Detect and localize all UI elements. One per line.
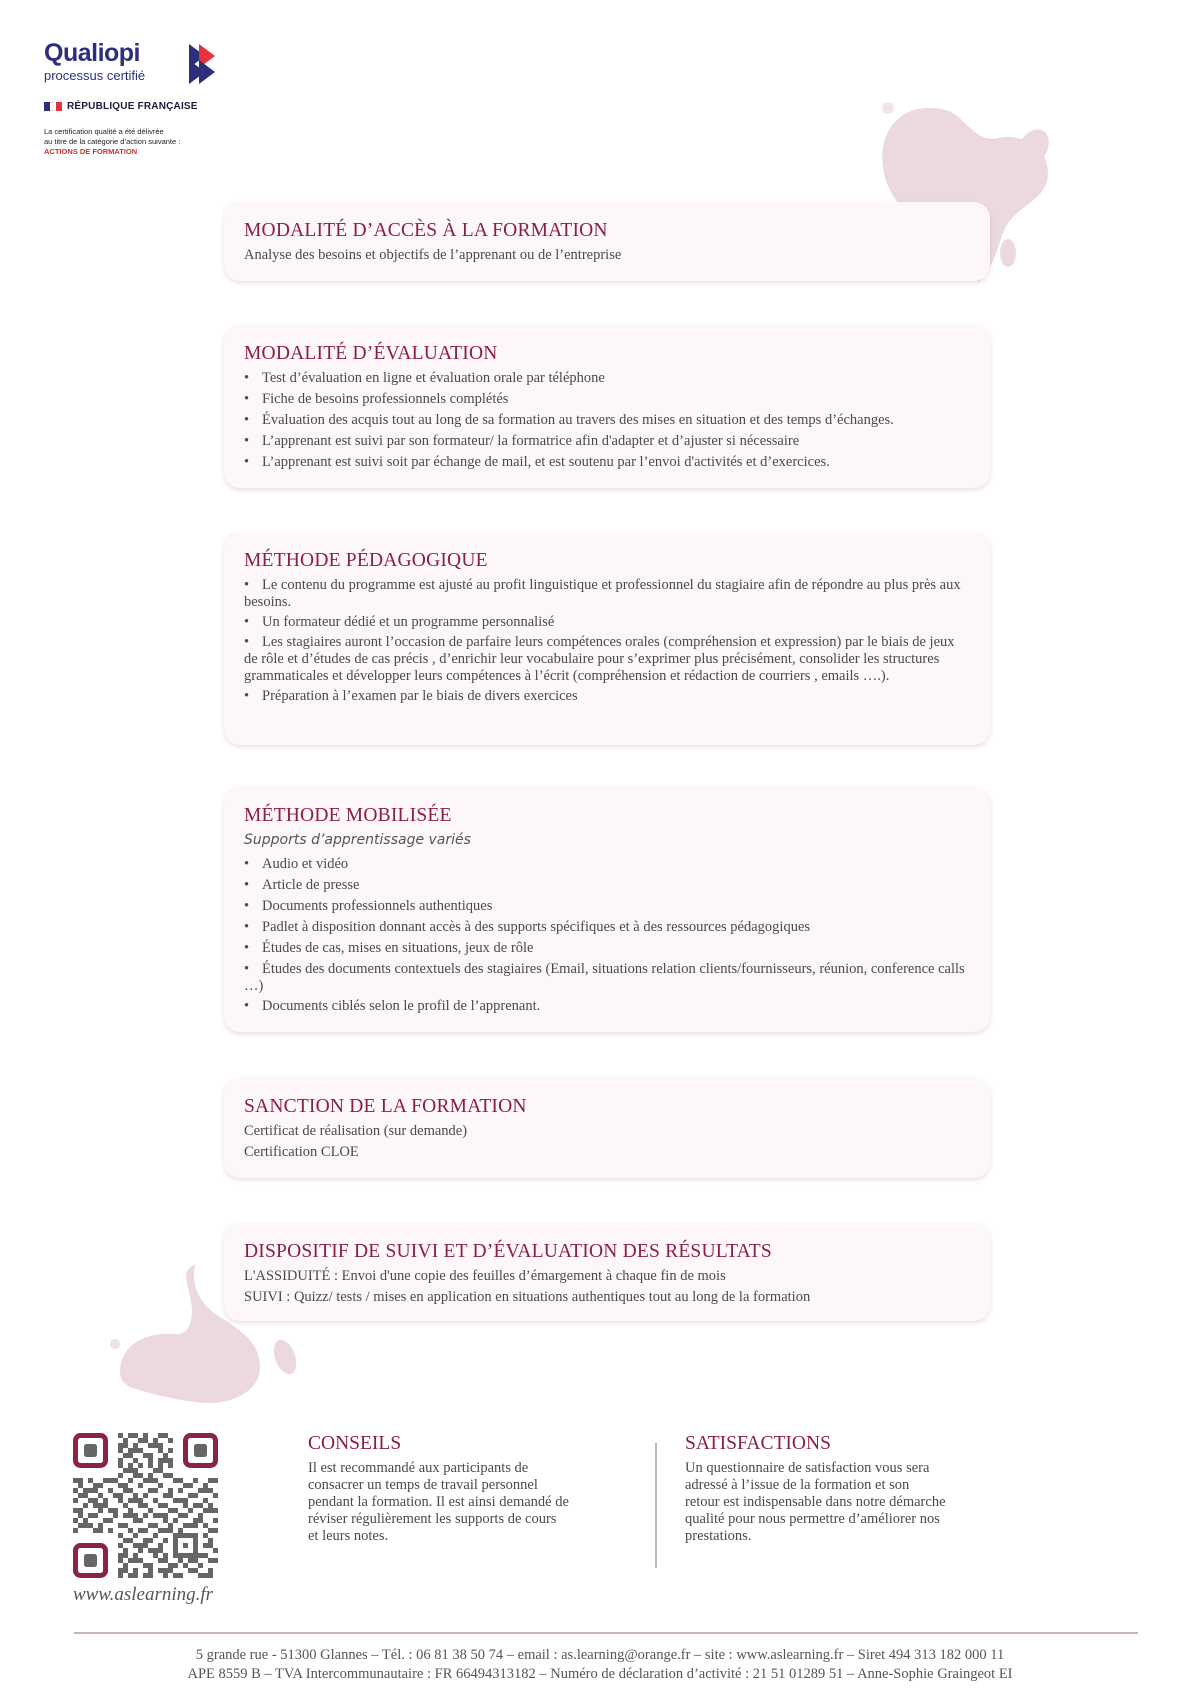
- card-pedagogique: [224, 532, 990, 745]
- cert-category: ACTIONS DE FORMATION: [44, 147, 138, 156]
- qualiopi-subtitle: processus certifié: [44, 68, 146, 83]
- card-suivi-title: DISPOSITIF DE SUIVI ET D’ÉVALUATION DES RÉSULTATS: [244, 1241, 772, 1262]
- french-flag-icon: [44, 102, 62, 111]
- satisfactions-line: adressé à l’issue de la formation et son: [685, 1477, 910, 1493]
- card-pedagogique-title: MÉTHODE PÉDAGOGIQUE: [244, 550, 488, 571]
- card-mobilisee: [224, 787, 990, 1032]
- qr-code-icon[interactable]: [73, 1433, 218, 1578]
- satisfactions-line: qualité pour nous permettre d’améliorer nos: [685, 1511, 940, 1527]
- satisfactions-block: [685, 1433, 1005, 1545]
- list-item: • Évaluation des acquis tout au long de sa formation au travers des mises en situation et des temps d’échanges.: [244, 412, 894, 428]
- list-item: • Documents ciblés selon le profil de l’apprenant.: [244, 998, 541, 1014]
- conseils-line: et leurs notes.: [308, 1528, 389, 1544]
- conseils-line: Il est recommandé aux participants de: [308, 1460, 529, 1476]
- list-item: • Audio et vidéo: [244, 856, 349, 872]
- card-sanction-line2: Certification CLOE: [244, 1144, 359, 1160]
- card-mobilisee-title: MÉTHODE MOBILISÉE: [244, 805, 452, 826]
- certification-note: [44, 127, 234, 157]
- qualiopi-logo: [44, 40, 234, 84]
- list-item: • Fiche de besoins professionnels complétés: [244, 391, 509, 407]
- card-evaluation-title: MODALITÉ D’ÉVALUATION: [244, 343, 498, 364]
- list-item: • Études de cas, mises en situations, jeux de rôle: [244, 940, 534, 956]
- list-item: • Documents professionnels authentiques: [244, 898, 493, 914]
- conseils-line: pendant la formation. Il est ainsi demandé de: [308, 1494, 569, 1510]
- cert-line-1: La certification qualité a été délivrée: [44, 127, 164, 136]
- list-item: • Études des documents contextuels des stagiaires (Email, situations relation clients/fournisseurs, réunion, conference calls …): [244, 961, 965, 994]
- card-suivi-line1: L'ASSIDUITÉ : Envoi d'une copie des feuilles d’émargement à chaque fin de mois: [244, 1268, 726, 1284]
- card-sanction-title: SANCTION DE LA FORMATION: [244, 1096, 527, 1117]
- list-item: • Padlet à disposition donnant accès à des supports spécifiques et à des ressources pédagogiques: [244, 919, 811, 935]
- card-acces: [224, 202, 990, 281]
- qualiopi-brand: Qualiopi: [44, 39, 140, 67]
- card-acces-text: Analyse des besoins et objectifs de l’apprenant ou de l’entreprise: [244, 247, 622, 263]
- card-evaluation: [224, 325, 990, 488]
- list-item: • L’apprenant est suivi soit par échange de mail, et est soutenu par l’envoi d'activités et d’exercices.: [244, 454, 830, 470]
- list-item: • Article de presse: [244, 877, 360, 893]
- list-item: • Le contenu du programme est ajusté au profit linguistique et professionnel du stagiaire afin de répondre au plus près aux besoins.: [244, 577, 961, 610]
- list-item: • Préparation à l’examen par le biais de divers exercices: [244, 688, 578, 704]
- list-item: • Un formateur dédié et un programme personnalisé: [244, 614, 555, 630]
- satisfactions-line: retour est indispensable dans notre démarche: [685, 1494, 946, 1510]
- satisfactions-line: prestations.: [685, 1528, 752, 1544]
- card-acces-title: MODALITÉ D’ACCÈS À LA FORMATION: [244, 220, 608, 241]
- satisfactions-title: SATISFACTIONS: [685, 1433, 831, 1454]
- card-suivi-line2: SUIVI : Quizz/ tests / mises en application en situations authentiques tout au long de la formation: [244, 1289, 811, 1305]
- qualiopi-arrows-icon: [189, 44, 254, 86]
- footer-line-2: APE 8559 B – TVA Intercommunautaire : FR 66494313182 – Numéro de déclaration d’activité : 21 51 01289 51 – Anne-Sophie Graingeot EI: [187, 1666, 1013, 1682]
- cert-line-2: au titre de la catégorie d’action suivante :: [44, 137, 181, 146]
- card-sanction: [224, 1078, 990, 1178]
- pedagogique-list: [244, 577, 970, 705]
- conseils-block: [308, 1433, 628, 1545]
- website-link[interactable]: www.aslearning.fr: [73, 1584, 214, 1605]
- list-item: • Test d’évaluation en ligne et évaluation orale par téléphone: [244, 370, 605, 386]
- evaluation-list: [244, 370, 970, 471]
- column-divider: [655, 1443, 657, 1568]
- satisfactions-line: Un questionnaire de satisfaction vous sera: [685, 1460, 930, 1476]
- mobilisee-list: [244, 856, 970, 1015]
- conseils-line: consacrer un temps de travail personnel: [308, 1477, 538, 1493]
- republique-francaise: [44, 101, 198, 112]
- card-suivi: [224, 1223, 990, 1321]
- list-item: • Les stagiaires auront l’occasion de parfaire leurs compétences orales (compréhension et expression) par le biais de jeux de rôle et d’études de cas précis , d’enrichir leur vocabulaire pour s’exprimer plus précisément, consolider les structures grammaticales et développer leurs compétences à l’écrit (compréhension et rédaction de courriers , emails ….).: [244, 634, 955, 684]
- republique-label: RÉPUBLIQUE FRANÇAISE: [67, 101, 198, 112]
- list-item: • L’apprenant est suivi par son formateur/ la formatrice afin d'adapter et d’ajuster si nécessaire: [244, 433, 800, 449]
- conseils-title: CONSEILS: [308, 1433, 402, 1454]
- card-mobilisee-subtitle: Supports d’apprentissage variés: [244, 832, 471, 848]
- card-sanction-line1: Certificat de réalisation (sur demande): [244, 1123, 468, 1139]
- footer-line-1: 5 grande rue - 51300 Glannes – Tél. : 06 81 38 50 74 – email : as.learning@orange.fr – site : www.aslearning.fr – Siret 494 313 182 000 11: [195, 1647, 1005, 1663]
- conseils-line: réviser régulièrement les supports de cours: [308, 1511, 557, 1527]
- footer-divider: [74, 1632, 1138, 1634]
